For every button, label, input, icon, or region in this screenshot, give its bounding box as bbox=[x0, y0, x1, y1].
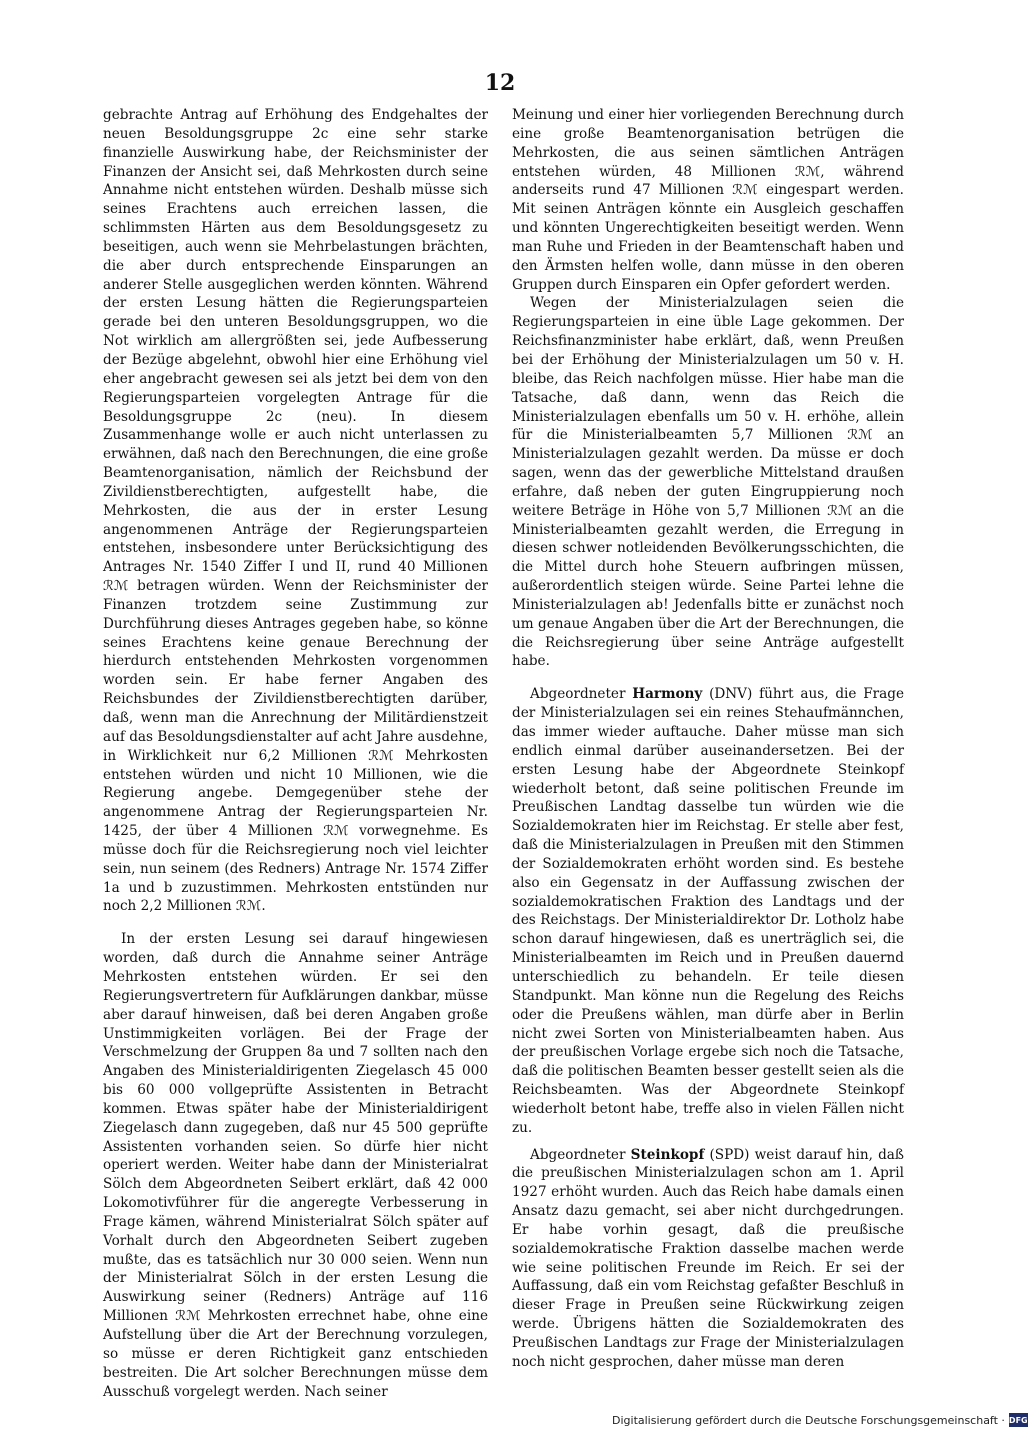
right-paragraph-3 bbox=[512, 685, 904, 1137]
speaker-text: (DNV) führt aus, die Frage der Ministerialzulagen sei ein reines Stehaufmännchen, das immer wieder auftauche. Daher müsse man sich endlich einmal darüber auseinandersetzen. Bei der ersten Lesung habe der Abgeordnete Steinkopf wiederholt betont, daß seine politischen Freunde im Preußischen Landtag dasselbe tun würden wie die Sozialdemokraten hier im Reichstag. Er stelle aber fest, daß die Ministerialzulagen in Preußen mit den Stimmen der Sozialdemokraten erhöht worden sind. Es bestehe also ein Gegensatz in der Auffassung zwischen der sozialdemokratischen Fraktion des Landtags und der des Reichstags. Der Ministerialdirektor Dr. Lotholz habe schon darauf hingewiesen, daß es unerträglich sei, die Ministerialbeamten im Reich und in Preußen dauernd unterschiedlich zu behandeln. Er teile diesen Standpunkt. Man könne nun die Regelung des Reichs oder die Preußens wählen, man dürfe aber in Berlin nicht zwei Sorten von Ministerialbeamten haben. Aus der preußischen Vorlage ergebe sich noch die Tatsache, daß die politischen Beamten besser gestellt seien als die Reichsbeamten. Was der Abgeordnete Steinkopf wiederholt betont habe, treffe also in vielen Fällen nicht zu. bbox=[512, 686, 904, 1136]
left-column bbox=[103, 106, 488, 1401]
speaker-prefix: Abgeordneter bbox=[530, 686, 633, 703]
right-paragraph-1: Meinung und einer hier vorliegenden Berechnung durch eine große Beamtenorganisation betrügen die Mehrkosten, die aus seinen sämtlichen Anträgen entstehen würden, 48 Millionen ℛℳ, während anderseits rund 47 Millionen ℛℳ eingespart werden. Mit seinen Anträgen könnte ein Ausgleich geschaffen und könnten Ungerechtigkeiten beseitigt werden. Wenn man Ruhe und Frieden in der Beamtenschaft haben und den Ärmsten helfen wolle, dann müsse in den oberen Gruppen durch Einsparen ein Opfer gefordert werden. bbox=[512, 107, 904, 293]
speaker-prefix: Abgeordneter bbox=[530, 1146, 631, 1163]
left-paragraph-2: In der ersten Lesung sei darauf hingewiesen worden, daß durch die Annahme seiner Anträge Mehrkosten entstehen würden. Er sei den Regierungsvertretern für Aufklärungen dankbar, müsse aber darauf hinweisen, daß bei deren Angaben große Unstimmigkeiten vorlägen. Bei der Frage der Verschmelzung der Gruppen 8a und 7 sollten nach den Angaben des Ministerialdirigenten Ziegelasch 45 000 bis 60 000 vollgeprüfte Assistenten in Betracht kommen. Etwas später habe der Ministerialdirigent Ziegelasch dann zugegeben, daß nur 45 500 geprüfte Assistenten vorhanden seien. So dürfe hier nicht operiert werden. Weiter habe dann der Ministerialrat Sölch dem Abgeordneten Seibert erklärt, daß 42 000 Lokomotivführer für die angeregte Verbesserung in Frage kämen, während Ministerialrat Sölch später auf Vorhalt durch den Abgeordneten Seibert zugeben mußte, das es tatsächlich nur 30 000 seien. Wenn nun der Ministerialrat Sölch in der ersten Lesung die Auswirkung seiner (Redners) Anträge auf 116 Millionen ℛℳ Mehrkosten errechnet habe, ohne eine Aufstellung über die Art der Berechnung vorzulegen, so müsse er deren Richtigkeit ganz entschieden bestreiten. Die Art solcher Berechnungen müsse dem Ausschuß vorgelegt werden. Nach seiner bbox=[103, 931, 488, 1400]
speaker-name-harmony: Harmony bbox=[632, 686, 703, 703]
page-number: 12 bbox=[484, 70, 516, 96]
right-paragraph-4 bbox=[512, 1146, 904, 1372]
right-column bbox=[512, 106, 904, 1372]
footer-credit: Digitalisierung gefördert durch die Deutsche Forschungsgemeinschaft · bbox=[612, 1413, 1005, 1427]
left-paragraph-1: gebrachte Antrag auf Erhöhung des Endgehaltes der neuen Besoldungsgruppe 2c eine sehr starke finanzielle Auswirkung habe, der Reichsminister der Finanzen der Ansicht sei, daß Mehrkosten durch seine Annahme nicht entstehen würden. Deshalb müsse sich seines Erachtens auch erreichen lassen, die schlimmsten Härten aus dem Besoldungsgesetz zu beseitigen, auch wenn sie Mehrbelastungen brächten, die aber durch entsprechende Einsparungen an anderer Stelle ausgeglichen werden könnten. Während der ersten Lesung hätten die Regierungsparteien gerade bei den unteren Besoldungsgruppen, wo die Not wirklich am allergrößten sei, jede Aufbesserung der Bezüge abgelehnt, obwohl hier eine Erhöhung viel eher angebracht gewesen sei als jetzt bei dem von den Regierungsparteien vorgelegten Antrage für die Besoldungsgruppe 2c (neu). In diesem Zusammenhange wolle er auch nicht unterlassen zu erwähnen, daß nach den Berechnungen, die eine große Beamtenorganisation, nämlich der Reichsbund der Zivildienstberechtigten, aufgestellt habe, die Mehrkosten, die aus der in erster Lesung angenommenen Anträge der Regierungsparteien entstehen, insbesondere unter Berücksichtigung des Antrages Nr. 1540 Ziffer I und II, rund 40 Millionen ℛℳ betragen würden. Wenn der Reichsminister der Finanzen trotzdem seine Zustimmung zur Durchführung dieses Antrages gegeben habe, so könne seines Erachtens keine genaue Berechnung der hierdurch entstehenden Mehrkosten vorgenommen worden sein. Er habe ferner Angaben des Reichsbundes der Zivildienstberechtigten darüber, daß, wenn man die Anrechnung der Militärdienstzeit auf das Besoldungsdienstalter auf acht Jahre ausdehne, in Wirklichkeit nur 6,2 Millionen ℛℳ Mehrkosten entstehen würden und nicht 10 Millionen, wie die Regierung angebe. Demgegenüber stehe der angenommene Antrag der Regierungsparteien Nr. 1425, der über 4 Millionen ℛℳ vorwegnehme. Es müsse doch für die Reichsregierung noch viel leichter sein, nun seinem (des Redners) Antrage Nr. 1574 Ziffer 1a und b zuzustimmen. Mehrkosten entstünden nur noch 2,2 Millionen ℛℳ. bbox=[103, 107, 488, 915]
right-paragraph-2: Wegen der Ministerialzulagen seien die Regierungsparteien in eine üble Lage gekommen. Der Reichsfinanzminister habe erklärt, daß, wenn Preußen bei der Erhöhung der Ministerialzulagen um 50 v. H. bleibe, das Reich nachfolgen müsse. Hier habe man die Tatsache, daß dann, wenn das Reich die Ministerialzulagen ebenfalls um 50 v. H. erhöhe, allein für die Ministerialbeamten 5,7 Millionen ℛℳ an Ministerialzulagen gezahlt werden. Da müsse er doch sagen, wenn das der gewerbliche Mittelstand draußen erfahre, daß neben der guten Eingruppierung noch weitere Beträge in Höhe von 5,7 Millionen ℛℳ an die Ministerialbeamten gezahlt werden, die Erregung in diesen schwer notleidenden Bevölkerungsschichten, die die Mittel durch hohe Steuern aufbringen müssen, außerordentlich steigen würde. Seine Partei lehne die Ministerialzulagen ab! Jedenfalls bitte er zunächst noch um genaue Angaben über die Art der Berechnungen, die die Reichsregierung über seine Anträge aufgestellt habe. bbox=[512, 295, 904, 670]
footer bbox=[612, 1410, 1028, 1430]
speaker-name-steinkopf: Steinkopf bbox=[630, 1146, 705, 1163]
dfg-logo-icon: DFG bbox=[1009, 1413, 1028, 1427]
speaker-text: (SPD) weist darauf hin, daß die preußischen Ministerialzulagen schon am 1. April 1927 erhöht wurden. Auch das Reich habe damals einen Ansatz dazu gemacht, sei aber nicht durchgedrungen. Er habe vorhin gesagt, daß die preußische sozialdemokratische Fraktion dasselbe machen werde wie seine politischen Freunde im Reich. Er sei der Auffassung, daß ein vom Reichstag gefaßter Beschluß in dieser Frage in Preußen seine Rückwirkung zeigen werde. Übrigens hätten die Sozialdemokraten des Preußischen Landtags zur Frage der Ministerialzulagen noch nicht gesprochen, daher müsse man deren bbox=[512, 1146, 904, 1370]
